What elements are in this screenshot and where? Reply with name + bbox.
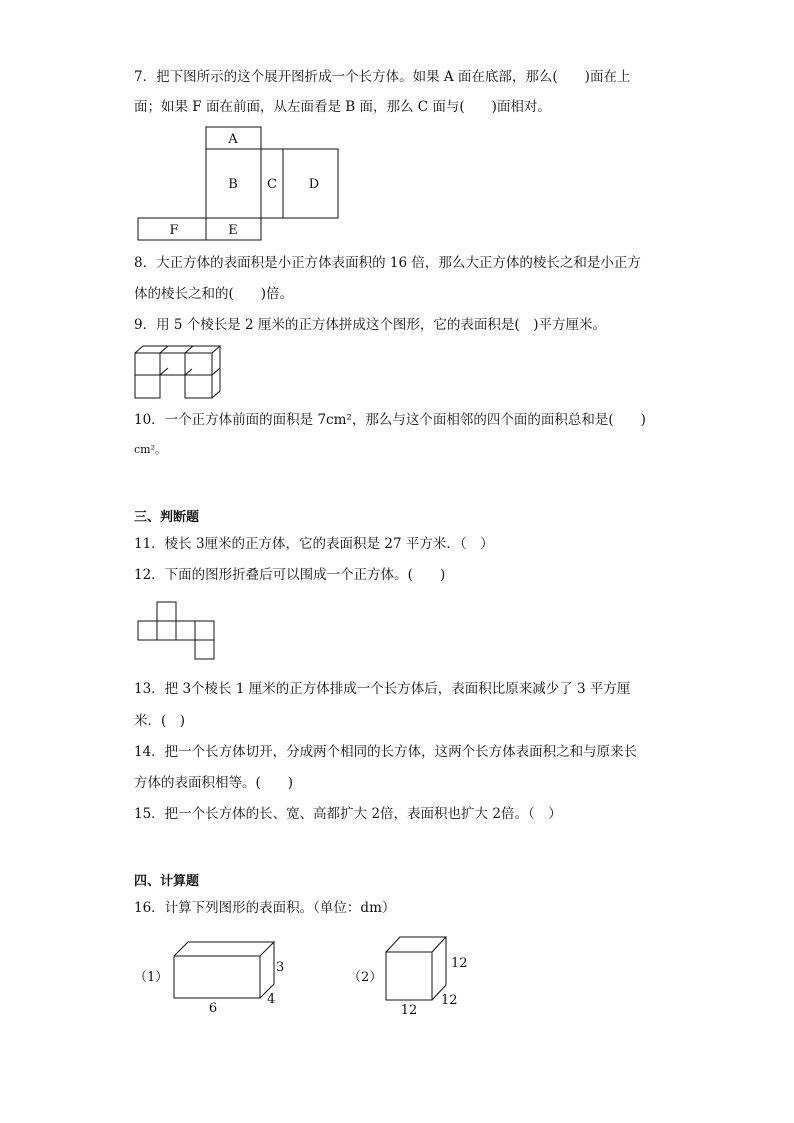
fig2-front-face <box>386 952 432 1000</box>
q14-text-line2: 方体的表面积相等。( ) <box>134 775 294 791</box>
q10-text-line1: 10．一个正方体前面的面积是 7cm²，那么与这个面相邻的四个面的面积总和是( ) <box>134 412 646 428</box>
fig2-height-label: 12 <box>451 956 468 971</box>
q10-text-line2: cm²。 <box>134 443 167 456</box>
fig2-label: （2） <box>348 970 383 985</box>
q12-text: 12．下面的图形折叠后可以围成一个正方体。( ) <box>134 567 446 583</box>
fig1-label: （1） <box>134 970 169 985</box>
q14-text-line1: 14．把一个长方体切开，分成两个相同的长方体，这两个长方体表面积之和与原来长 <box>134 744 638 760</box>
q8-text-line2: 体的棱长之和的( )倍。 <box>134 286 294 302</box>
q15-text: 15．把一个长方体的长、宽、高都扩大 2倍，表面积也扩大 2倍。（ ） <box>134 806 562 822</box>
q8-text-line1: 8．大正方体的表面积是小正方体表面积的 16 倍，那么大正方体的棱长之和是小正方 <box>134 255 641 271</box>
net-label-d: D <box>308 177 320 192</box>
fig1-width-label: 4 <box>267 992 276 1007</box>
q7-text-line2: 面；如果 F 面在前面，从左面看是 B 面，那么 C 面与( )面相对。 <box>134 99 551 115</box>
q9-text: 9．用 5 个棱长是 2 厘米的正方体拼成这个图形，它的表面积是( )平方厘米。 <box>134 317 606 333</box>
net-label-f: F <box>169 223 179 238</box>
net-label-c: C <box>267 177 277 192</box>
net-label-b: B <box>228 177 238 192</box>
fig2-front-label: 12 <box>400 1003 418 1018</box>
q13-text-line1: 13．把 3个棱长 1 厘米的正方体排成一个长方体后，表面积比原来减少了 3 平方厘 <box>134 681 631 697</box>
net-label-e: E <box>228 223 238 238</box>
q11-text: 11．棱长 3厘米的正方体，它的表面积是 27 平方米．（ ） <box>134 536 494 552</box>
fig1-height-label: 3 <box>276 960 285 975</box>
section3-title: 三、判断题 <box>134 510 200 525</box>
fig2-side-label: 12 <box>441 993 458 1008</box>
q13-text-line2: 米．( ) <box>134 713 186 729</box>
q16-text: 16．计算下列图形的表面积。（单位：dm） <box>134 900 396 916</box>
fig1-front-face <box>174 956 260 998</box>
fig1-length-label: 6 <box>208 1001 218 1016</box>
section4-title: 四、计算题 <box>134 874 200 889</box>
net-label-a: A <box>228 132 238 147</box>
q7-text-line1: 7．把下图所示的这个展开图折成一个长方体。如果 A 面在底部，那么( )面在上 <box>134 69 631 85</box>
